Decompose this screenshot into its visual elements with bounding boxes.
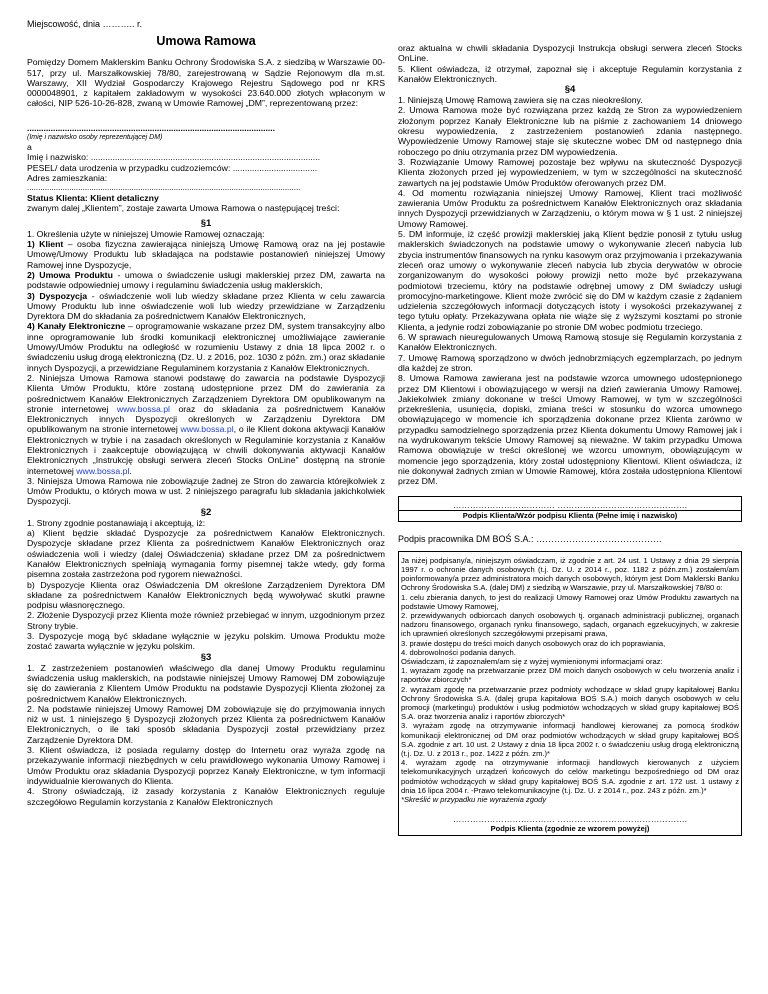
s1-p2-text-c: , o ile Klient dokona aktywacji Kanałów Elektronicznych w trybie i na zasadach określonych w Regulaminie korzystania z Kanałów Elektronicznych i zaakceptuje obowiązującą w chwili dokonywania aktywacji Kanałów Elektronicznych „Instrukcję obsługi serwera zleceń Stocks OnLine” dostępną na stronie internetowej: [27, 424, 385, 476]
s3-continuation: oraz aktualna w chwili składania Dyspozycji Instrukcja obsługi serwera zleceń Stocks OnLine.: [398, 43, 742, 64]
gdpr-item-3: 3. prawie dostępu do treści moich danych osobowych oraz do ich poprawiania,: [401, 638, 666, 648]
gdpr-item-4: 4. dobrowolności podania danych.: [401, 647, 516, 657]
s1-def-channels-text: – oprogramowanie wskazane przez DM, system transakcyjny albo inne oprogramowanie lub środki komunikacji elektronicznej umożliwiające zawieranie Umowy/Umów Produktu na odległość w rozumieniu Ustawy z dnia 18 lipca 2002 r. o świadczeniu usług drogą elektroniczną (Dz. U. z 2016, poz. 1030 z późn. zm.) oraz składanie innych Dyspozycji, a przewidziane Regulaminem korzystania z Kanałów Elektronicznych.: [27, 321, 385, 373]
s1-def-product-text: - umowa o świadczenie usługi maklerskiej przez DM, zawarta na podstawie odpowiedniej umowy i regulaminu świadczenia usług maklerskich,: [27, 269, 385, 291]
consent-2[interactable]: 2. wyrażam zgodę na przetwarzanie przez podmioty wchodzące w skład grupy kapitałowej Banku Ochrony Środowiska S.A. (dalej grupa kapitałowa BOŚ S.A.) moich danych osobowych w celu promocji (marketingu) produktów i usług podmiotów wchodzących w skład grupy kapitałowej BOŚ S.A. oraz tworzenia analiz i raportów zbiorczych*: [401, 684, 739, 722]
s3-p4: 4. Strony oświadczają, iż zasady korzystania z Kanałów Elektronicznych reguluje szczegółowo Regulamin korzystania z Kanałów Elektronicznych: [27, 786, 385, 807]
s1-def-client-text: – osoba fizyczna zawierająca niniejszą Umowę Ramową oraz na jej postawie Umowę/Umowy Produktu lub składająca na podstawie postanowień niniejszej Umowy Ramowej inne Dyspozycje,: [27, 239, 385, 270]
pesel-field[interactable]: PESEL/ data urodzenia w przypadku cudzoziemców: ...................................: [27, 162, 318, 173]
client-status: Status Klienta: Klient detaliczny: [27, 193, 159, 204]
representative-caption: (Imię i nazwisko osoby reprezentującej DM): [27, 133, 163, 141]
consent-3[interactable]: 3. wyrażam zgodę na otrzymywanie informacji handlowej kierowanej za pomocą środków komunikacji elektronicznej od DM oraz podmiotów wchodzących w skład grupy kapitałowej BOŚ S.A. zgodnie z art. 10 ust. 2 Ustawy z dnia 18 lipca 2002 r. o świadczeniu usług drogą elektroniczną (t.j. Dz. U. z 2013 r., poz. 1422 z późn. zm.)*: [401, 721, 739, 759]
s1-def-channels: [27, 321, 385, 372]
right-column: [398, 0, 742, 836]
s3-p1: 1. Z zastrzeżeniem postanowień właściwego dla danej Umowy Produktu regulaminu świadczenia usług maklerskich, na podstawie niniejszej Umowy Ramowej DM zobowiązuje się do zawierania z Klientem Umów Produktu na podstawie Dyspozycji Klienta złożonej za pośrednictwem Kanałów Elektronicznych.: [27, 662, 385, 704]
bossa-link-3[interactable]: www.bossa.pl: [76, 465, 130, 476]
conjunction-a: a: [27, 141, 32, 152]
section-3-heading: §3: [200, 651, 212, 663]
s1-def-client-term: 1) Klient: [27, 239, 64, 250]
s1-def-product: [27, 270, 385, 291]
address-label: Adres zamieszkania:: [27, 172, 108, 183]
s4-p7: 7. Umowę Ramową sporządzono w dwóch jednobrzmiących egzemplarzach, po jednym dla każdej ze stron.: [398, 352, 742, 373]
client-signature-line-2[interactable]: ……………………………… ……………………………………….: [452, 814, 688, 825]
s2-p2: 2. Złożenie Dyspozycji przez Klienta może również przebiegać w innym, uzgodnionym przez Strony trybie.: [27, 610, 385, 631]
s1-p2-text-b: oraz do składania za pośrednictwem Kanałów Elektronicznych innych Dyspozycji określonych w Zarządzeniu Dyrektora DM opublikowanym na stronie internetowej: [27, 403, 385, 435]
s1-def-disposition-term: 3) Dyspozycja: [27, 290, 88, 301]
s4-p3: 3. Rozwiązanie Umowy Ramowej pozostaje bez wpływu na skuteczność Dyspozycji Klienta złożonych przed jej wypowiedzeniem, w tym w szczególności na skuteczność zawartych na jej podstawie Umów Produktów oferowanych przez DM.: [398, 156, 742, 188]
s1-def-disposition: [27, 291, 385, 322]
s1-p1: 1. Określenia użyte w niniejszej Umowie Ramowej oznaczają:: [27, 228, 265, 239]
section-1-heading: §1: [200, 217, 212, 229]
s2-p1a: a) Klient będzie składać Dyspozycje za pośrednictwem Kanałów Elektronicznych. Dyspozycje składane przez Klienta za pośrednictwem Kanałów Elektronicznych oraz oświadczenia woli i wiedzy (dalej Oświadczenia) składane przez DM za pośrednictwem Kanałów Elektronicznych spełniają wymagania formy pisemnej także wtedy, gdy forma pisemna została zastrzeżona pod rygorem nieważności.: [27, 528, 385, 580]
s1-p3: 3. Niniejsza Umowa Ramowa nie zobowiązuje żadnej ze Stron do zawarcia którejkolwiek z Umów Produktu, o których mowa w ust. 2 niniejszego paragrafu lub składania jakichkolwiek Dyspozycji.: [27, 475, 385, 507]
place-date: Miejscowość, dnia ……….. r.: [27, 19, 143, 29]
s4-p2: 2. Umowa Ramowa może być rozwiązana przez każdą ze Stron za wypowiedzeniem złożonym poprzez Kanały Elektroniczne lub na piśmie z zachowaniem 14 dniowego okresu wypowiedzenia, z zastrzeżeniem postanowień zdania następnego. Wypowiedzenie Umowy Ramowej staje się skuteczne wobec DM od następnego dnia roboczego po dniu otrzymania przez DM wypowiedzenia.: [398, 105, 742, 157]
client-signature-caption-2: Podpis Klienta (zgodnie ze wzorem powyżej): [490, 824, 650, 834]
bossa-link-2[interactable]: www.bossa.pl: [180, 424, 234, 435]
gdpr-item-2: 2. przewidywanych odbiorcach danych osobowych tj. organach administracji publicznej, organach nadzoru finansowego, organach rynku finansowego, sądach, organach egzekucyjnych, w zakresie ich uprawnień określonych szczegółowymi przepisami prawa,: [401, 610, 739, 639]
status-text: zwanym dalej „Klientem”, zostaje zawarta Umowa Ramowa o następującej treści:: [27, 203, 340, 214]
s1-p2-text-a: 2. Niniejsza Umowa Ramowa stanowi podstawę do zawarcia na podstawie Dyspozycji Klienta Umów Produktu, które zostaną udostępnione przez DM do zawierania za pośrednictwem Kanałów Elektronicznych Zarządzeniem Dyrektora DM opublikowanym na stronie internetowej: [27, 372, 385, 414]
s1-def-channels-term: 4) Kanały Elektroniczne: [27, 321, 126, 332]
s3-p5: 5. Klient oświadcza, iż otrzymał, zapoznał się i akceptuje Regulamin korzystania z Kanałów Elektronicznych.: [398, 63, 742, 84]
gdpr-box: [398, 551, 742, 836]
s3-p2: 2. Na podstawie niniejszej Umowy Ramowej DM zobowiązuje się do przyjmowania innych niż w ust. 1 niniejszego § Dyspozycji złożonych przez Klienta za pośrednictwem Kanałów Elektronicznych, o ile taki sposób składania Dyspozycji został przewidziany przez Zarządzenie Dyrektora DM.: [27, 703, 385, 745]
s1-p2-text-d: .: [129, 465, 132, 476]
s4-p4: 4. Od momentu rozwiązania niniejszej Umowy Ramowej, Klient traci możliwość zawierania Umów Produktu za pośrednictwem Kanałów Elektronicznych oraz składania innych Dyspozycji przewidzianych w Zarządzeniu, o którym mowa w § 1 ust. 2 niniejszej Umowy Ramowej.: [398, 187, 742, 229]
s4-p8: 8. Umowa Ramowa zawierana jest na podstawie wzorca umownego udostępnionego przez DM Klientowi i obowiązującego w wersji na dzień zawierania Umowy Ramowej. Jakiekolwiek zmiany dokonane w treści Umowy Ramowej, w tym w szczególności przekreślenia, usunięcia, dopiski, zmiana treści w stosunku do wzorca umownego obowiązującego w momencie ich sporządzenia dokonane przez Klienta zarówno w przypadku samodzielnego sporządzenia przez Klienta dokumentu Umowy Ramowej jak i na wydrukowanym tekście Umowy Ramowej są nieważne. W takim przypadku Umowa Ramowa obowiązuje w treści określonej we wzorcu umownym, obowiązującym w momencie jego sporządzenia, który został udostępniony Klientowi. Klient oświadcza, iż nie dokonywał żadnych zmian w Umowie Ramowej, która została udostępniona Klientowi przez DM.: [398, 373, 742, 487]
consent-1[interactable]: 1. wyrażam zgodę na przetwarzanie przez DM moich danych osobowych w celu tworzenia analiz i raportów zbiorczych*: [401, 666, 739, 685]
employee-signature-field[interactable]: Podpis pracownika DM BOŚ S.A.: ……………………………………: [398, 534, 663, 545]
s1-def-product-term: 2) Umowa Produktu: [27, 269, 113, 280]
left-column: [27, 0, 385, 807]
gdpr-statement: Ja niżej podpisany/a, niniejszym oświadczam, iż zgodnie z art. 24 ust. 1 Ustawy z dnia 29 sierpnia 1997 r. o ochronie danych osobowych (t.j. Dz. U. z 2014 r., poz. 1182 z późn.zm.) zostałem/am poinformowany/a przez administratora moich danych osobowych, którym jest Dom Maklerski Banku Ochrony Środowiska S.A. (dalej DM) z siedzibą w Warszawie, przy ul. Marszałkowskiej 78/80 o:: [401, 555, 739, 593]
s4-p1: 1. Niniejszą Umowę Ramową zawiera się na czas nieokreślony.: [398, 95, 643, 106]
section-2-heading: §2: [200, 506, 212, 518]
client-signature-line[interactable]: ……………………………… ……………………………………….: [452, 500, 688, 511]
section-4-heading: §4: [564, 84, 576, 96]
gdpr-item-1: 1. celu zbierania danych, to jest do realizacji Umowy Ramowej oraz Umów Produktu zawartych na podstawie Umowy Ramowej,: [401, 592, 739, 611]
client-signature-box: [398, 496, 742, 522]
representative-line[interactable]: .........................................................................................................: [27, 122, 275, 133]
document-title: Umowa Ramowa: [156, 34, 256, 49]
s1-def-client: [27, 239, 385, 270]
s3-p3: 3. Klient oświadcza, iż posiada regularny dostęp do Internetu oraz wyraża zgodę na przekazywanie informacji niezbędnych w celu prawidłowego wykonania Umowy Ramowej i Umów Produktu oraz składania Dyspozycji poprzez Kanały Elektroniczne, w tym informacji indywidualnie kierowanych do Klienta.: [27, 745, 385, 786]
bossa-link-1[interactable]: www.bossa.pl: [116, 403, 170, 414]
address-line[interactable]: ...........................................................................................................................: [27, 183, 301, 193]
s2-p1: 1. Strony zgodnie postanawiają i akceptują, iż:: [27, 517, 206, 528]
client-signature-caption: Podpis Klienta/Wzór podpisu Klienta (Pełne imię i nazwisko): [399, 510, 741, 521]
s1-p2: [27, 373, 385, 476]
s2-p1b: b) Dyspozycje Klienta oraz Oświadczenia DM określone Zarządzeniem Dyrektora DM składane za pośrednictwem Kanałów Elektronicznych będą wywoływać skutki prawne podpisu własnoręcznego.: [27, 579, 385, 611]
consent-4[interactable]: 4. wyrażam zgodę na otrzymywanie informacji handlowych kierowanych z użyciem telekomunikacyjnych urządzeń końcowych do celów marketingu bezpośredniego od DM oraz podmiotów wchodzących w skład grupy kapitałowej BOŚ S.A. zgodnie z art. 172 ust. 1 ustawy z dnia 16 lipca 2004 r. -Prawo telekomunikacyjne (t.j. Dz. U. z 2014 r., poz. 243 z późn. zm.)*: [401, 758, 739, 795]
s1-def-disposition-text: - oświadczenie woli lub wiedzy składane przez Klienta w celu zawarcia Umowy Produktu lub inne oświadczenie woli lub wiedzy przewidziane w Zarządzeniu Dyrektora DM do składania za pośrednictwem Kanałów Elektronicznych,: [27, 290, 385, 322]
intro-paragraph: Pomiędzy Domem Maklerskim Banku Ochrony Środowiska S.A. z siedzibą w Warszawie 00-517, przy ul. Marszałkowskiej 78/80, zarejestrowaną w Sądzie Rejonowym dla m.st. Warszawy, XII Wydział Gospodarczy Krajowego Rejestru Sądowego pod nr KRS 0000048901, z kapitałem zakładowym w wysokości 23.640.000 złotych wpłaconym w całości, NIP 526-10-26-828, zwaną w Umowie Ramowej „DM”, reprezentowaną przez:: [27, 57, 385, 109]
s4-p5: 5. DM informuje, iż część prowizji maklerskiej jaką Klient będzie ponosił z tytułu usług maklerskich świadczonych na podstawie umowy o wykonywanie zleceń nabycia lub zbycia instrumentów finansowych na rynku kasowym oraz przyjmowania i przekazywania zleceń oraz umowy o wykonywanie zleceń nabycia lub zbycia derywatów w obrocie zorganizowanym do wysokości połowy prowizji netto może być przekazywana podmiotowi trzeciemu, który na podstawie odrębnej umowy z DM świadczy usługi promocyjno-marketingowe. Klient może zwrócić się do DM w każdym czasie z żądaniem udzielenia szczegółowych informacji dotyczących istoty i wysokości przekazywanej z tego tytułu opłaty. Przekazywana opłata nie wiąże się z wyższymi kosztami po stronie Klienta, a jedynie rodzi zobowiązanie po stronie DM wobec podmiotu trzeciego.: [398, 229, 742, 332]
consent-footnote: *Skreślić w przypadku nie wyrażenia zgody: [401, 795, 547, 805]
s4-p6: 6. W sprawach nieuregulowanych Umową Ramową stosuje się Regulamin korzystania z Kanałów Elektronicznych.: [398, 332, 742, 353]
gdpr-declaration: Oświadczam, iż zapoznałem/am się z wyżej wymienionymi informacjami oraz:: [401, 657, 663, 666]
name-field[interactable]: Imię i nazwisko: ...............................................................................................: [27, 152, 321, 163]
s2-p3: 3. Dyspozycje mogą być składane wyłącznie w języku polskim. Umowa Produktu może zostać zawarta wyłącznie w języku polskim.: [27, 631, 385, 652]
